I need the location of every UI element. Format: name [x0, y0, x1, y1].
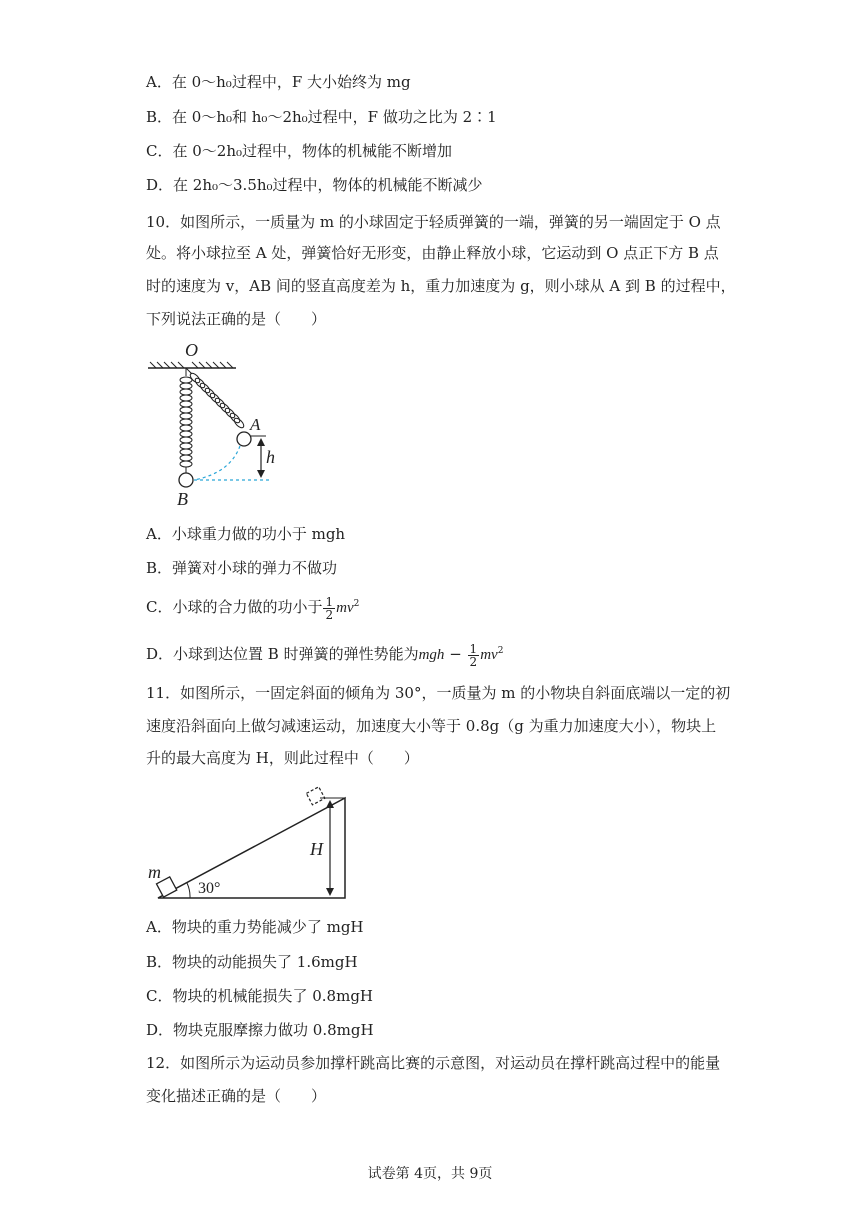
fraction-half: $\frac{1}{2}$ [469, 641, 478, 669]
q9-option-b: B．在 0～h₀和 h₀～2h₀过程中，F 做功之比为 2∶1 [146, 108, 497, 126]
q12-stem-line-1: 12．如图所示为运动员参加撑杆跳高比赛的示意图，对运动员在撑杆跳高过程中的能量 [146, 1054, 721, 1072]
q10-stem-line-4: 下列说法正确的是（ ） [146, 310, 327, 328]
q10-stem-line-1: 10．如图所示，一质量为 m 的小球固定于轻质弹簧的一端，弹簧的另一端固定于 O 点 [146, 213, 721, 231]
label-angle: 30° [198, 880, 221, 897]
q10-option-c: C．小球的合力做的功小于 $\frac{1}{2}$ $mv^2$ [146, 594, 360, 622]
q10-stem-line-3: 时的速度为 v，AB 间的竖直高度差为 h，重力加速度为 g，则小球从 A 到 B 的过程中， [146, 277, 736, 295]
q11-option-d: D．物块克服摩擦力做功 0.8mgH [146, 1021, 374, 1039]
q10-option-a: A．小球重力做的功小于 mgh [146, 525, 346, 543]
label-a: A [250, 415, 261, 434]
label-m: m [148, 862, 161, 882]
q10-stem-line-2: 处。将小球拉至 A 处，弹簧恰好无形变，由静止释放小球，它运动到 O 点正下方 B 点 [146, 244, 719, 262]
q10-option-c-text: C．小球的合力做的功小于 [146, 598, 323, 616]
q11-option-a: A．物块的重力势能减少了 mgH [146, 918, 364, 936]
q9-option-d: D．在 2h₀～3.5h₀过程中，物体的机械能不断减少 [146, 176, 483, 194]
q11-option-b: B．物块的动能损失了 1.6mgH [146, 953, 358, 971]
fraction-half: $\frac{1}{2}$ [325, 594, 334, 622]
label-o: O [185, 340, 198, 360]
q11-incline-figure [140, 780, 360, 904]
q9-option-a: A．在 0～h₀过程中，F 大小始终为 mg [146, 73, 411, 91]
q10-spring-figure [140, 338, 280, 510]
q10-option-d: D．小球到达位置 B 时弹簧的弹性势能为mgh − $\frac{1}{2}$ $mv^2$ [146, 641, 504, 669]
q10-option-d-text: D．小球到达位置 B 时弹簧的弹性势能为 [146, 645, 419, 663]
q11-option-c: C．物块的机械能损失了 0.8mgH [146, 987, 374, 1005]
label-h: h [266, 447, 275, 467]
q11-stem-line-1: 11．如图所示，一固定斜面的倾角为 30°，一质量为 m 的小物块自斜面底端以一定的初 [146, 684, 731, 702]
q12-stem-line-2: 变化描述正确的是（ ） [146, 1087, 327, 1105]
page-footer: 试卷第 4页，共 9页 [367, 1166, 493, 1182]
q11-stem-line-3: 升的最大高度为 H，则此过程中（ ） [146, 749, 419, 767]
q11-stem-line-2: 速度沿斜面向上做匀减速运动，加速度大小等于 0.8g（g 为重力加速度大小），物块上 [146, 717, 717, 735]
q9-option-c: C．在 0～2h₀过程中，物体的机械能不断增加 [146, 142, 453, 160]
label-h-height: H [310, 839, 323, 859]
label-b: B [177, 489, 188, 509]
q10-option-b: B．弹簧对小球的弹力不做功 [146, 559, 338, 577]
